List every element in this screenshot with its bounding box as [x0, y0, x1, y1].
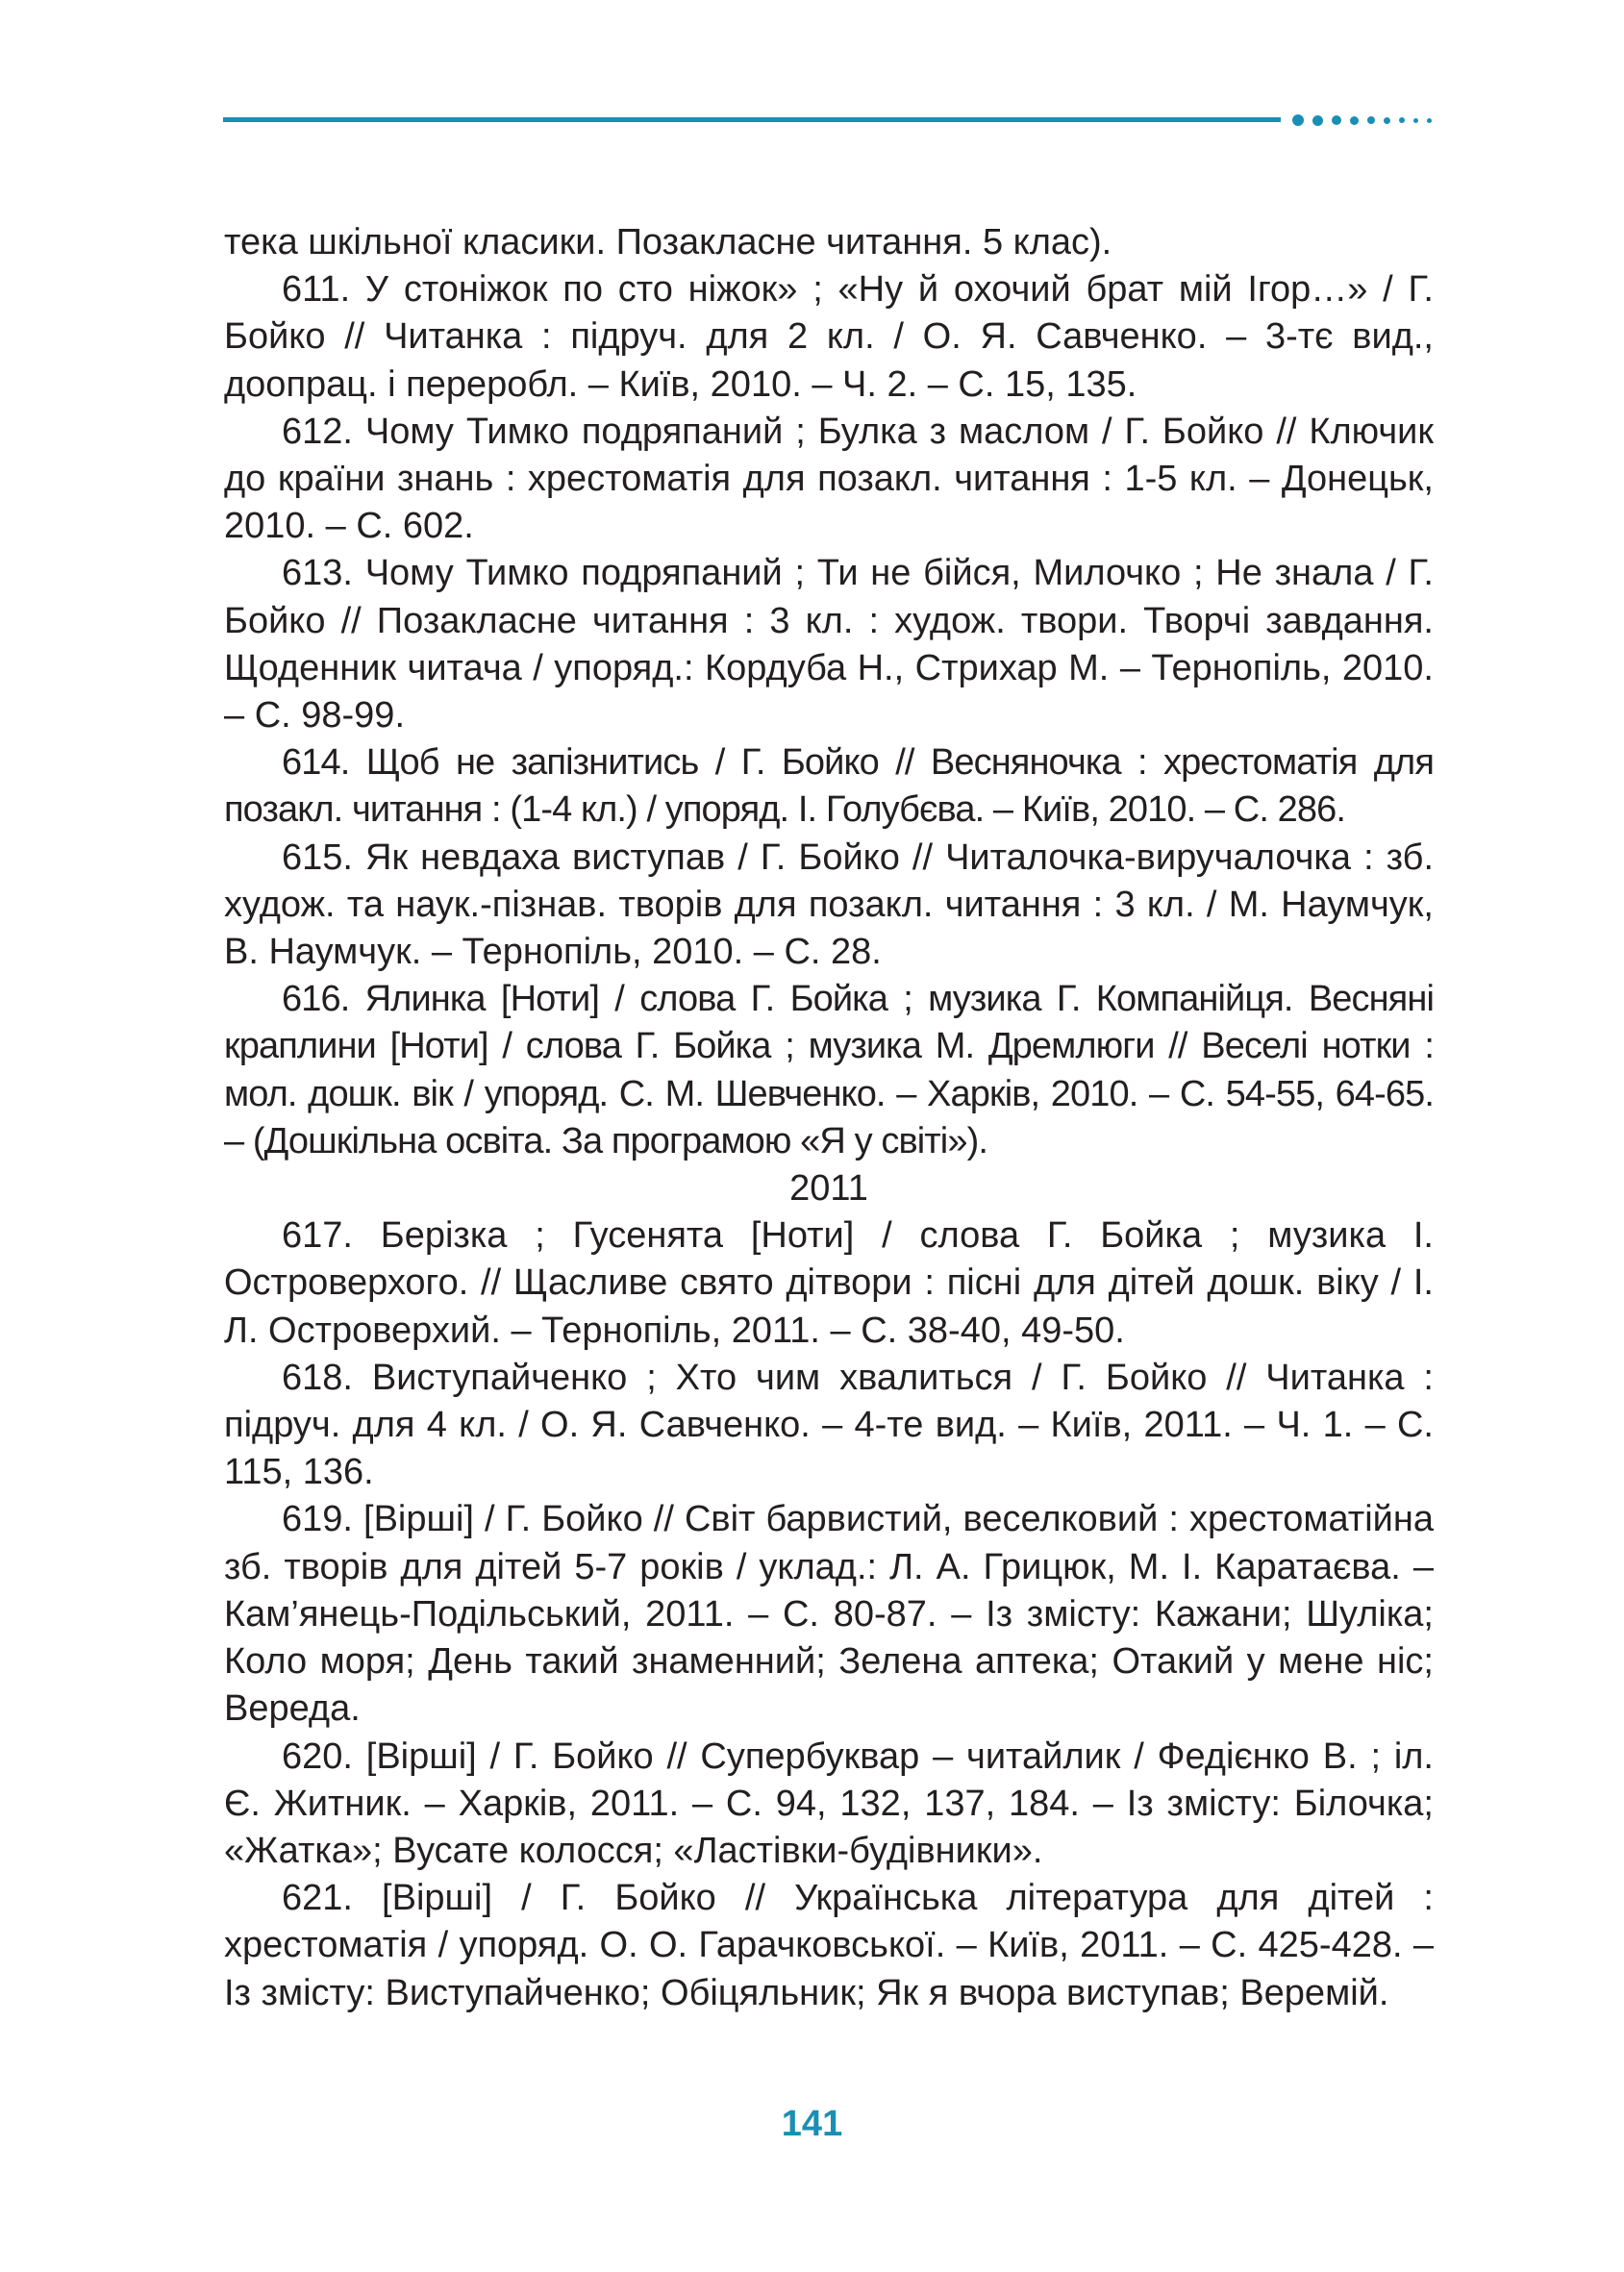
page-body [224, 219, 1434, 2017]
bibliography-entry-615: 615. Як невдаха виступав / Г. Бойко // Читалочка-виручалочка : зб. худож. та наук.-пізнав. творів для позакл. читання : 3 кл. / М. Наумчук, В. Наумчук. – Тернопіль, 2010. – С. 28. [224, 836, 1434, 973]
bibliography-entry-614: 614. Щоб не запізнитись / Г. Бойко // Весняночка : хрестоматія для позакл. читання : (1-4 кл.) / упоряд. І. Голубєва. – Київ, 2010. – С. 286. [224, 742, 1434, 831]
header-dots [1292, 113, 1440, 127]
bibliography-entry-616: 616. Ялинка [Ноти] / слова Г. Бойка ; музика Г. Компанійця. Весняні краплини [Ноти] / слова Г. Бойка ; музика М. Дремлюги // Веселі нотки : мол. дошк. вік / упоряд. С. М. Шевченко. – Харків, 2010. – С. 54-55, 64-65. – (Дошкільна освіта. За програмою «Я у світі»). [224, 979, 1434, 1161]
header-dot [1292, 114, 1304, 126]
bibliography-entry-617: 617. Берізка ; Гусенята [Ноти] / слова Г. Бойка ; музика І. Островерхого. // Щасливе свято дітвори : пісні для дітей дошк. віку / І. Л. Островерхий. – Тернопіль, 2011. – С. 38-40, 49-50. [224, 1215, 1434, 1351]
header-line [223, 117, 1281, 122]
bibliography-entry-618: 618. Виступайченко ; Хто чим хвалиться / Г. Бойко // Читанка : підруч. для 4 кл. / О. Я. Савченко. – 4-те вид. – Київ, 2011. – Ч. 1. – С. 115, 136. [224, 1357, 1434, 1493]
page-number: 141 [781, 2104, 843, 2144]
year-heading: 2011 [789, 1168, 868, 1210]
bibliography-entry-611: 611. У стоніжок по сто ніжок» ; «Ну й охочий брат мій Ігор…» / Г. Бойко // Читанка : підруч. для 2 кл. / О. Я. Савченко. – 3-тє вид., доопрац. і переробл. – Київ, 2010. – Ч. 2. – С. 15, 135. [224, 269, 1434, 405]
header-dot [1399, 117, 1405, 123]
bibliography-entry-619: 619. [Вірші] / Г. Бойко // Світ барвистий, веселковий : хрестоматійна зб. творів для дітей 5-7 років / уклад.: Л. А. Грицюк, М. І. Каратаєва. – Кам’янець-Подільський, 2011. – С. 80-87. – Із змісту: Кажани; Шуліка; Коло моря; День такий знаменний; Зелена аптека; Отакий у мене ніс; Вереда. [224, 1499, 1434, 1730]
header-dot [1427, 118, 1432, 123]
header-rule [223, 113, 1435, 127]
header-dot [1332, 115, 1341, 125]
bibliography-entry-612: 612. Чому Тимко подряпаний ; Булка з маслом / Г. Бойко // Ключик до країни знань : хрестоматія для позакл. читання : 1-5 кл. – Донецьк, 2010. – С. 602. [224, 411, 1434, 547]
header-dot [1350, 116, 1359, 125]
header-dot [1384, 117, 1390, 124]
bibliography-entry-621: 621. [Вірші] / Г. Бойко // Українська література для дітей : хрестоматія / упоряд. О. О. Гарачковської. – Київ, 2011. – С. 425-428. – Із змісту: Виступайченко; Обіцяльник; Як я вчора виступав; Веремій. [224, 1878, 1434, 2013]
bibliography-entry-613: 613. Чому Тимко подряпаний ; Ти не бійся, Милочко ; Не знала / Г. Бойко // Позакласне читання : 3 кл. : худож. твори. Творчі завдання. Щоденник читача / упоряд.: Кордуба Н., Стрихар М. – Тернопіль, 2010. – С. 98-99. [224, 553, 1434, 737]
header-dot [1367, 116, 1375, 124]
header-dot [1413, 118, 1418, 123]
continued-entry-text: тека шкільної класики. Позакласне читання. 5 клас). [224, 222, 1112, 262]
bibliography-entry-620: 620. [Вірші] / Г. Бойко // Супербуквар – читайлик / Федієнко В. ; іл. Є. Житник. – Харків, 2011. – С. 94, 132, 137, 184. – Із змісту: Білочка; «Жатка»; Вусате колосся; «Ластівки-будівники». [224, 1735, 1434, 1871]
header-dot [1312, 115, 1323, 126]
